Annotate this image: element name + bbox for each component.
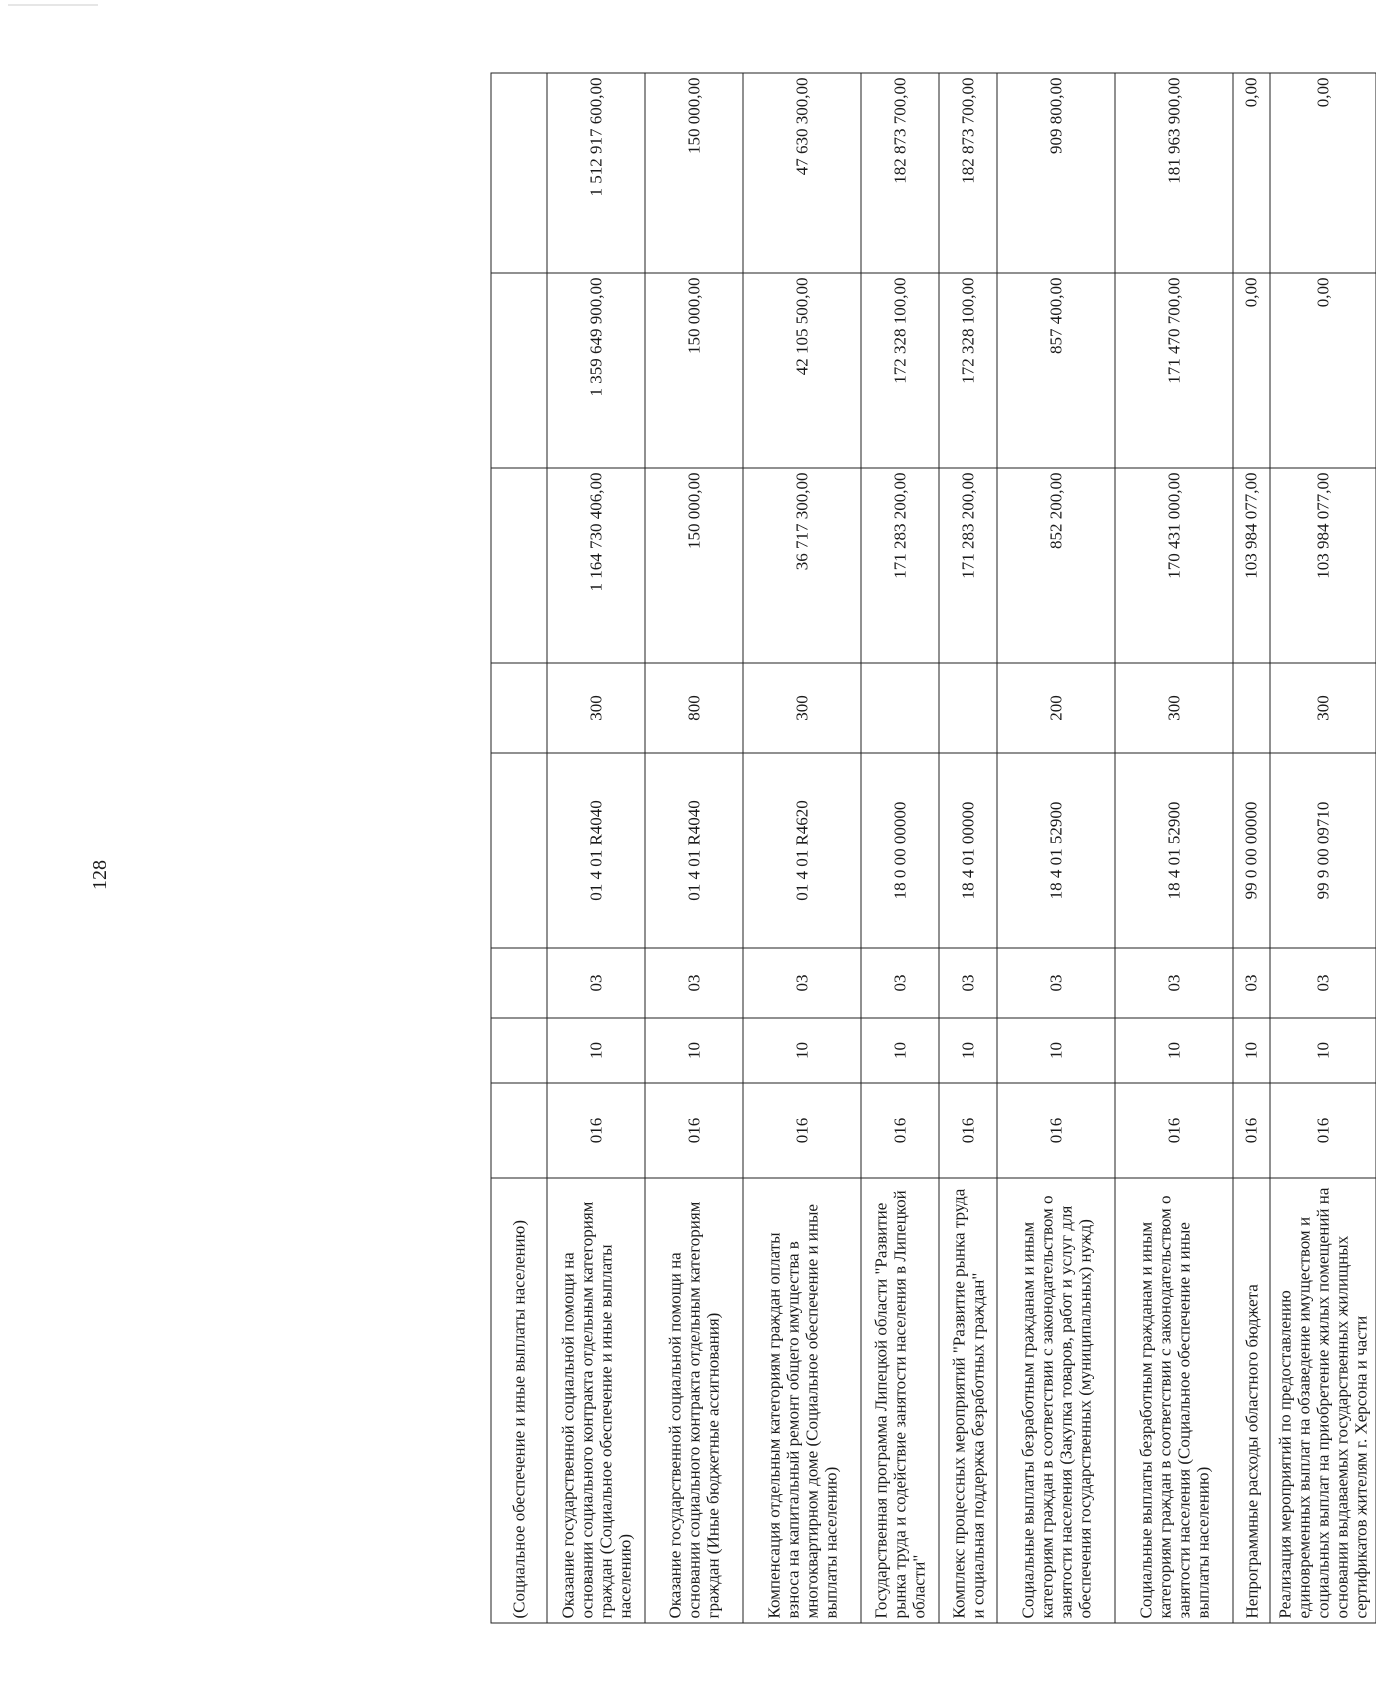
subsection-code-cell: 03: [861, 948, 939, 1018]
row-name-cell: (Социальное обеспечение и иные выплаты населению): [491, 1178, 547, 1623]
amount-year-2-cell: 0,00: [1233, 273, 1270, 468]
table-row: [997, 73, 1115, 1623]
amount-year-3-cell: 150 000,00: [645, 73, 743, 273]
row-name-cell: Социальные выплаты безработным гражданам и иным категориям граждан в соответствии с законодательством о занятости населения (Социальное обеспечение и иные выплаты населению): [1115, 1178, 1233, 1623]
admin-code-cell: [491, 1083, 547, 1178]
table-row: [645, 73, 743, 1623]
table-row: [1233, 73, 1270, 1623]
amount-year-1-cell: 170 431 000,00: [1115, 468, 1233, 663]
table-row: [939, 73, 997, 1623]
table-row: [491, 73, 547, 1623]
expense-type-cell: [1233, 663, 1270, 753]
amount-year-1-cell: 852 200,00: [997, 468, 1115, 663]
expense-type-cell: 800: [645, 663, 743, 753]
row-name-cell: Оказание государственной социальной помощи на основании социального контракта отдельным категориям граждан (Иные бюджетные ассигнования): [645, 1178, 743, 1623]
amount-year-3-cell: 182 873 700,00: [861, 73, 939, 273]
section-code-cell: [491, 1018, 547, 1083]
amount-year-1-cell: 103 984 077,00: [1270, 468, 1376, 663]
subsection-code-cell: 03: [1233, 948, 1270, 1018]
scan-artifact: [8, 4, 98, 6]
admin-code-cell: 016: [645, 1083, 743, 1178]
amount-year-3-cell: 1 512 917 600,00: [547, 73, 645, 273]
expense-type-cell: 200: [997, 663, 1115, 753]
subsection-code-cell: 03: [939, 948, 997, 1018]
admin-code-cell: 016: [1233, 1083, 1270, 1178]
amount-year-1-cell: 36 717 300,00: [743, 468, 861, 663]
amount-year-2-cell: 42 105 500,00: [743, 273, 861, 468]
row-name-cell: Оказание государственной социальной помощи на основании социального контракта отдельным категориям граждан (Социальное обеспечение и иные выплаты населению): [547, 1178, 645, 1623]
admin-code-cell: 016: [1115, 1083, 1233, 1178]
rotated-page: [490, 74, 1375, 1624]
amount-year-1-cell: 1 164 730 406,00: [547, 468, 645, 663]
subsection-code-cell: 03: [743, 948, 861, 1018]
admin-code-cell: 016: [939, 1083, 997, 1178]
subsection-code-cell: 03: [997, 948, 1115, 1018]
target-article-cell: 01 4 01 R4040: [645, 753, 743, 948]
amount-year-2-cell: 1 359 649 900,00: [547, 273, 645, 468]
target-article-cell: 01 4 01 R4040: [547, 753, 645, 948]
expense-type-cell: 300: [547, 663, 645, 753]
section-code-cell: 10: [861, 1018, 939, 1083]
budget-table: [490, 73, 1376, 1624]
target-article-cell: 18 0 00 00000: [861, 753, 939, 948]
admin-code-cell: 016: [861, 1083, 939, 1178]
target-article-cell: 18 4 01 52900: [1115, 753, 1233, 948]
table-row: [861, 73, 939, 1623]
row-name-cell: Компенсация отдельным категориям граждан оплаты взноса на капитальный ремонт общего имущества в многоквартирном доме (Социальное обеспечение и иные выплаты населению): [743, 1178, 861, 1623]
expense-type-cell: [491, 663, 547, 753]
target-article-cell: [491, 753, 547, 948]
amount-year-1-cell: 103 984 077,00: [1233, 468, 1270, 663]
expense-type-cell: 300: [1270, 663, 1376, 753]
amount-year-2-cell: 172 328 100,00: [861, 273, 939, 468]
target-article-cell: 99 0 00 00000: [1233, 753, 1270, 948]
amount-year-3-cell: 181 963 900,00: [1115, 73, 1233, 273]
amount-year-2-cell: [491, 273, 547, 468]
table-row: [1270, 73, 1376, 1623]
subsection-code-cell: 03: [1115, 948, 1233, 1018]
amount-year-3-cell: 0,00: [1270, 73, 1376, 273]
amount-year-1-cell: 150 000,00: [645, 468, 743, 663]
section-code-cell: 10: [547, 1018, 645, 1083]
subsection-code-cell: 03: [547, 948, 645, 1018]
page-number: 128: [89, 860, 111, 890]
amount-year-2-cell: 172 328 100,00: [939, 273, 997, 468]
target-article-cell: 18 4 01 00000: [939, 753, 997, 948]
section-code-cell: 10: [1233, 1018, 1270, 1083]
admin-code-cell: 016: [547, 1083, 645, 1178]
section-code-cell: 10: [645, 1018, 743, 1083]
subsection-code-cell: 03: [1270, 948, 1376, 1018]
subsection-code-cell: [491, 948, 547, 1018]
expense-type-cell: 300: [1115, 663, 1233, 753]
amount-year-3-cell: [491, 73, 547, 273]
subsection-code-cell: 03: [645, 948, 743, 1018]
amount-year-3-cell: 182 873 700,00: [939, 73, 997, 273]
section-code-cell: 10: [743, 1018, 861, 1083]
row-name-cell: Реализация мероприятий по предоставлению единовременных выплат на обзаведение имуществом и социальных выплат на приобретение жилых помещений на основании выдаваемых государственных жилищных сертификатов жителям г. Херсона и части: [1270, 1178, 1376, 1623]
admin-code-cell: 016: [743, 1083, 861, 1178]
section-code-cell: 10: [939, 1018, 997, 1083]
row-name-cell: Государственная программа Липецкой области "Развитие рынка труда и содействие занятости населения в Липецкой области": [861, 1178, 939, 1623]
admin-code-cell: 016: [997, 1083, 1115, 1178]
amount-year-2-cell: 0,00: [1270, 273, 1376, 468]
amount-year-2-cell: 171 470 700,00: [1115, 273, 1233, 468]
amount-year-2-cell: 150 000,00: [645, 273, 743, 468]
section-code-cell: 10: [1270, 1018, 1376, 1083]
row-name-cell: Непрограммные расходы областного бюджета: [1233, 1178, 1270, 1623]
table-row: [547, 73, 645, 1623]
amount-year-2-cell: 857 400,00: [997, 273, 1115, 468]
section-code-cell: 10: [1115, 1018, 1233, 1083]
table-row: [743, 73, 861, 1623]
amount-year-1-cell: 171 283 200,00: [939, 468, 997, 663]
target-article-cell: 99 9 00 09710: [1270, 753, 1376, 948]
expense-type-cell: 300: [743, 663, 861, 753]
target-article-cell: 18 4 01 52900: [997, 753, 1115, 948]
section-code-cell: 10: [997, 1018, 1115, 1083]
target-article-cell: 01 4 01 R4620: [743, 753, 861, 948]
table-row: [1115, 73, 1233, 1623]
table-body: [491, 73, 1376, 1623]
amount-year-1-cell: [491, 468, 547, 663]
amount-year-3-cell: 0,00: [1233, 73, 1270, 273]
amount-year-3-cell: 909 800,00: [997, 73, 1115, 273]
expense-type-cell: [939, 663, 997, 753]
amount-year-3-cell: 47 630 300,00: [743, 73, 861, 273]
row-name-cell: Социальные выплаты безработным гражданам и иным категориям граждан в соответствии с законодательством о занятости населения (Закупка товаров, работ и услуг для обеспечения государственных (муниципальных) нужд): [997, 1178, 1115, 1623]
row-name-cell: Комплекс процессных мероприятий "Развитие рынка труда и социальная поддержка безработных граждан": [939, 1178, 997, 1623]
admin-code-cell: 016: [1270, 1083, 1376, 1178]
amount-year-1-cell: 171 283 200,00: [861, 468, 939, 663]
expense-type-cell: [861, 663, 939, 753]
